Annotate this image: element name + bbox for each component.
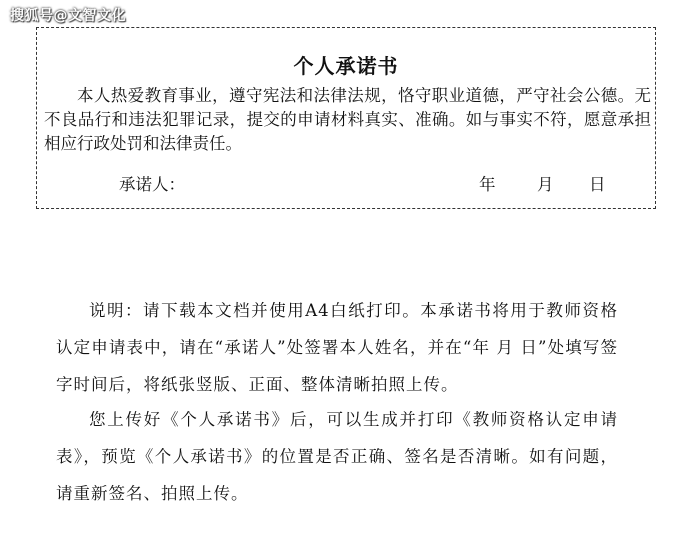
pledge-title: 个人承诺书 bbox=[293, 54, 399, 78]
pledge-body: 本人热爱教育事业，遵守宪法和法律法规，恪守职业道德，严守社会公德。无不良品行和违法犯罪记录，提交的申请材料真实、准确。如与事实不符，愿意承担相应行政处罚和法律责任。 bbox=[44, 86, 651, 153]
instructions-paragraph-2: 您上传好《个人承诺书》后，可以生成并打印《教师资格认定申请表》，预览《个人承诺书》的位置是否正确、签名是否清晰。如有问题，请重新签名、拍照上传。 bbox=[56, 410, 618, 503]
date-day-label: 日 bbox=[589, 175, 606, 194]
signer-label: 承诺人： bbox=[119, 175, 185, 194]
date-month-label: 月 bbox=[537, 175, 554, 194]
watermark-text: 搜狐号@文智文化 bbox=[10, 8, 126, 24]
instructions-paragraph-1: 说明：请下载本文档并使用A4白纸打印。本承诺书将用于教师资格认定申请表中，请在“承诺人”处签署本人姓名，并在“年 月 日”处填写签字时间后，将纸张竖版、正面、整体清晰拍照上传。 bbox=[56, 301, 618, 394]
instructions bbox=[56, 292, 618, 510]
signature-date bbox=[479, 171, 606, 195]
date-year-label: 年 bbox=[479, 175, 496, 194]
pledge-box bbox=[36, 27, 656, 209]
